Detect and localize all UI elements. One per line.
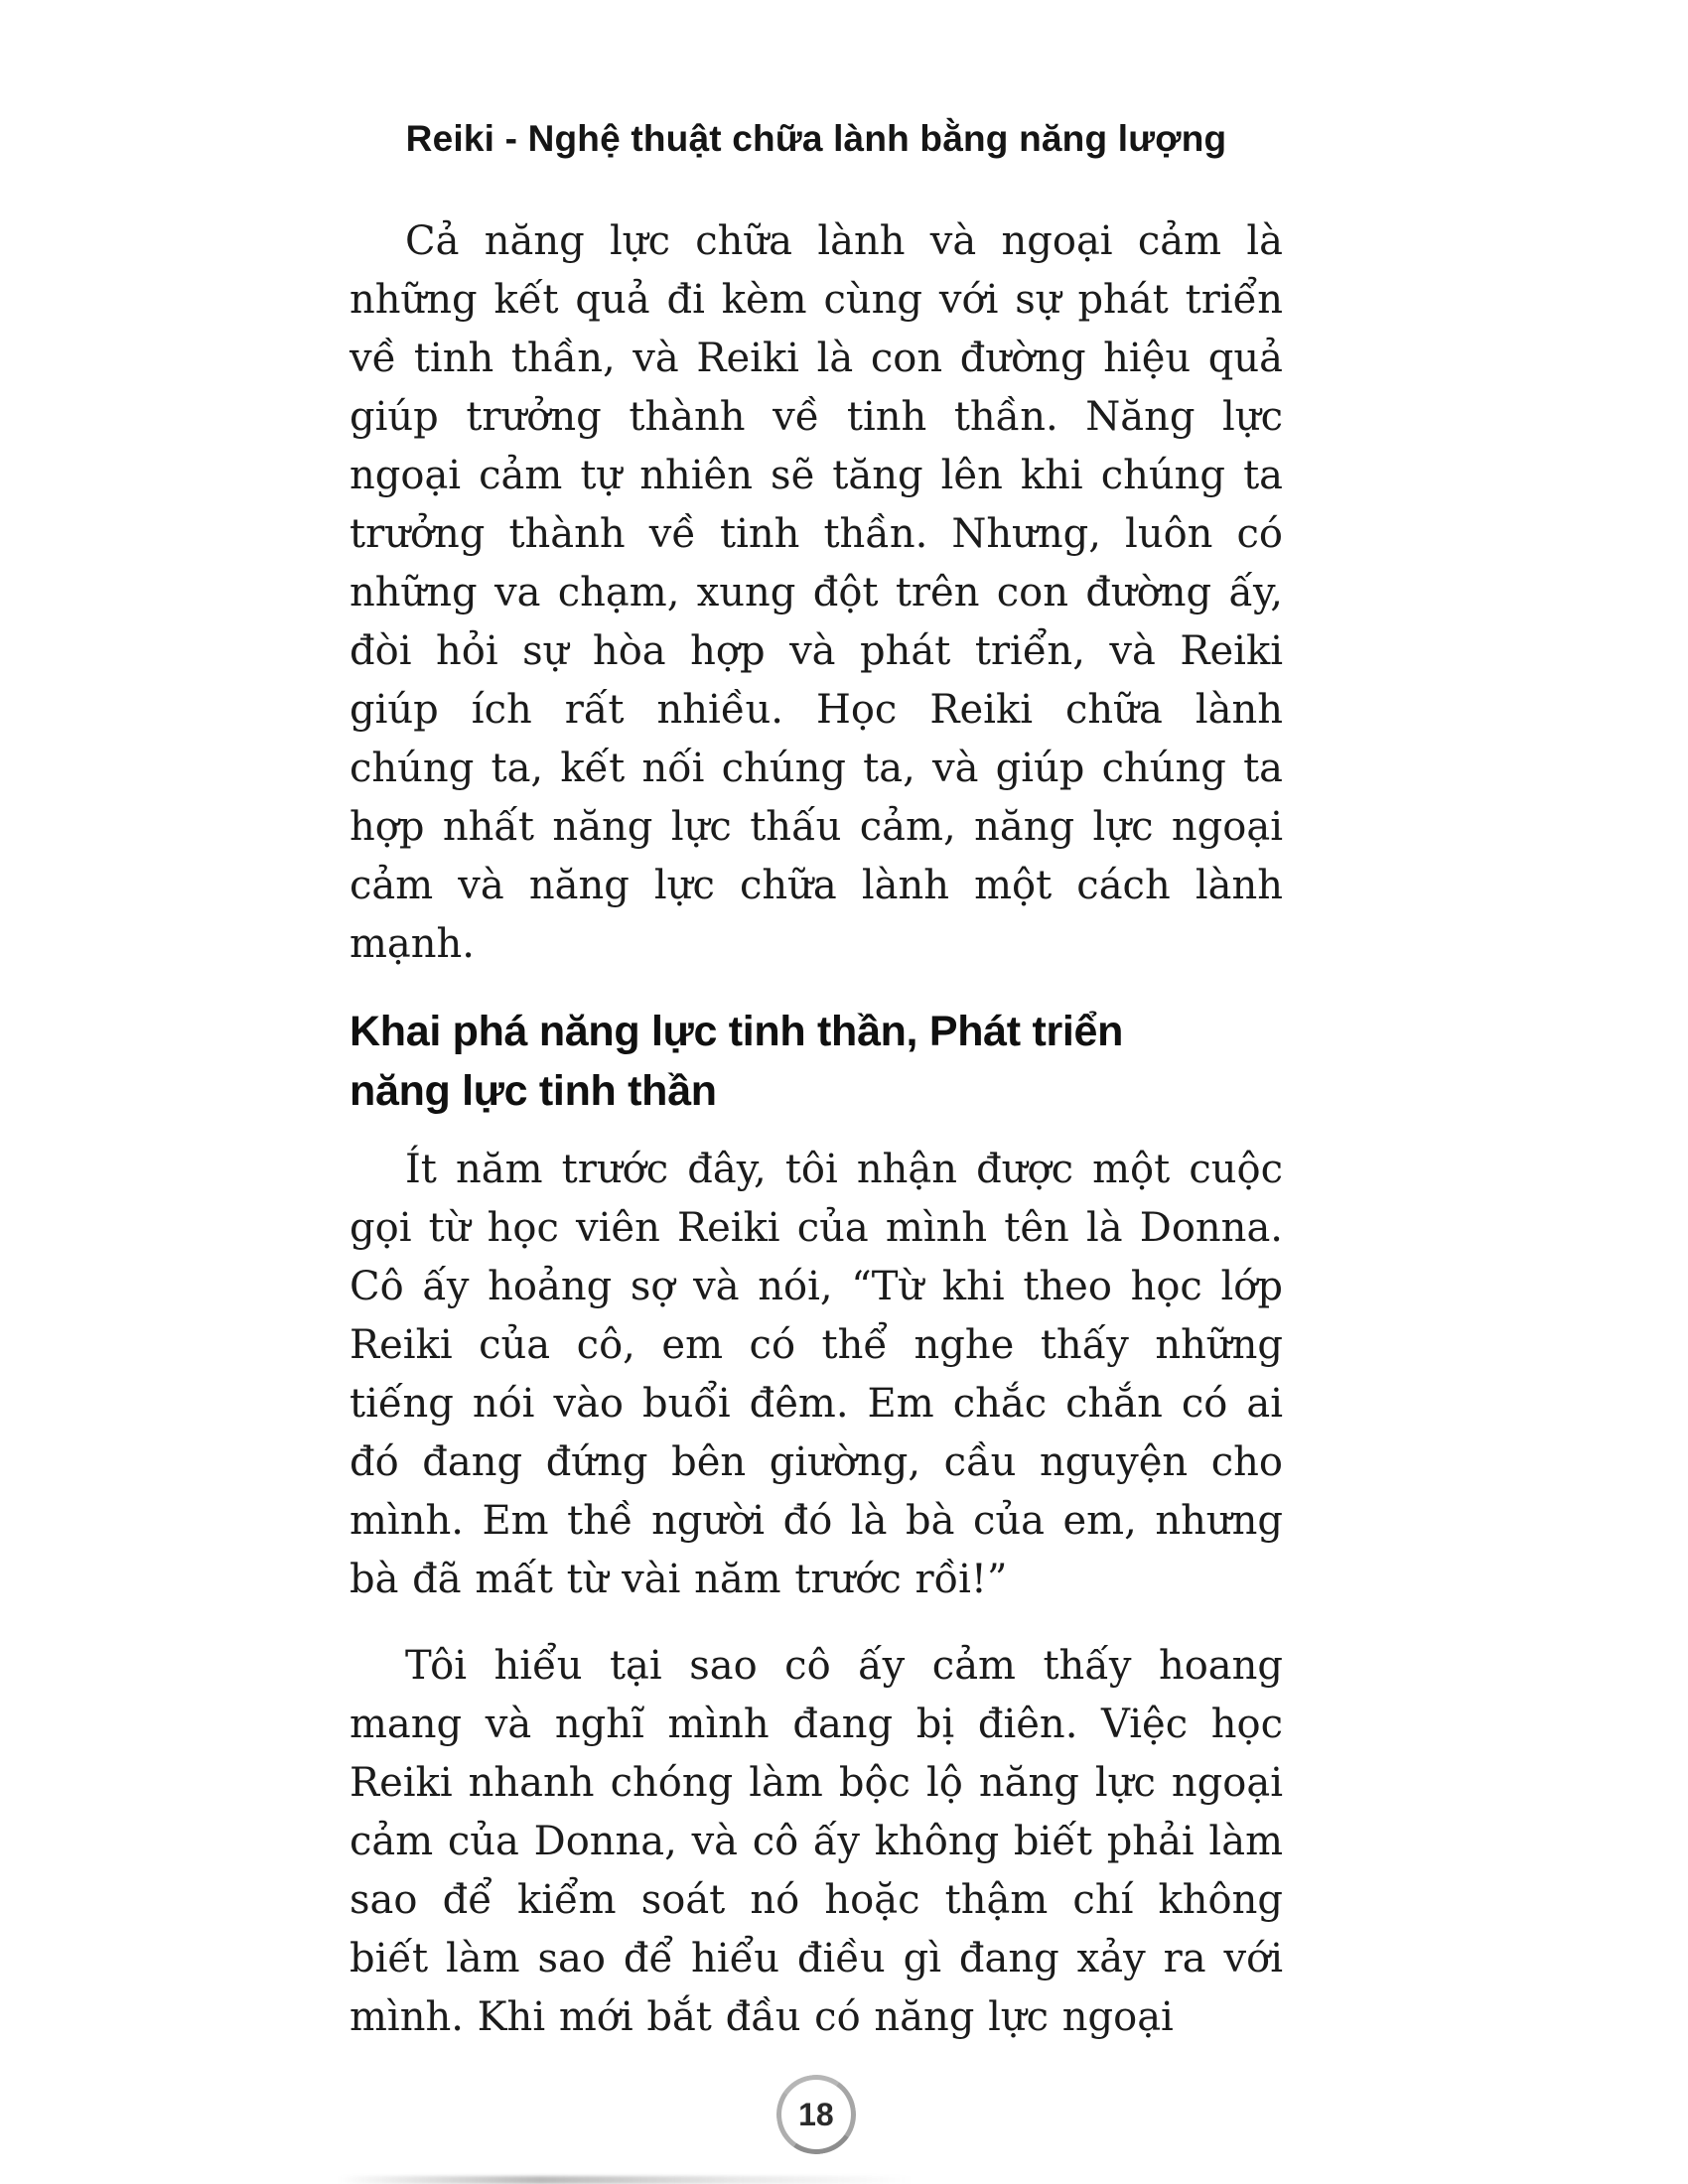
text-column xyxy=(350,117,1283,2154)
scan-artifact xyxy=(338,2176,914,2184)
paragraph-3: Tôi hiểu tại sao cô ấy cảm thấy hoang mang và nghĩ mình đang bị điên. Việc học Reiki nhanh chóng làm bộc lộ năng lực ngoại cảm của Donna, và cô ấy không biết phải làm sao để kiểm soát nó hoặc thậm chí không biết làm sao để hiểu điều gì đang xảy ra với mình. Khi mới bắt đầu có năng lực ngoại xyxy=(350,1643,1283,2040)
section-heading xyxy=(350,1002,1283,1121)
running-header: Reiki - Nghệ thuật chữa lành bằng năng lượng xyxy=(405,118,1227,159)
page-number-badge xyxy=(771,2069,863,2161)
section-heading-line-1: Khai phá năng lực tinh thần, Phát triển xyxy=(350,1008,1124,1055)
paragraph-1: Cả năng lực chữa lành và ngoại cảm là những kết quả đi kèm cùng với sự phát triển về tinh thần, và Reiki là con đường hiệu quả giúp trưởng thành về tinh thần. Năng lực ngoại cảm tự nhiên sẽ tăng lên khi chúng ta trưởng thành về tinh thần. Nhưng, luôn có những va chạm, xung đột trên con đường ấy, đòi hỏi sự hòa hợp và phát triển, và Reiki giúp ích rất nhiều. Học Reiki chữa lành chúng ta, kết nối chúng ta, và giúp chúng ta hợp nhất năng lực thấu cảm, năng lực ngoại cảm và năng lực chữa lành một cách lành mạnh. xyxy=(350,218,1283,967)
page-number: 18 xyxy=(798,2096,834,2132)
section-heading-line-2: năng lực tinh thần xyxy=(350,1067,717,1115)
paragraph-2: Ít năm trước đây, tôi nhận được một cuộc gọi từ học viên Reiki của mình tên là Donna. Cô ấy hoảng sợ và nói, “Từ khi theo học lớp Reiki của cô, em có thể nghe thấy những tiếng nói vào buổi đêm. Em chắc chắn có ai đó đang đứng bên giường, cầu nguyện cho mình. Em thề người đó là bà của em, nhưng bà đã mất từ vài năm trước rồi!” xyxy=(350,1147,1283,1602)
page-footer xyxy=(350,2075,1283,2154)
